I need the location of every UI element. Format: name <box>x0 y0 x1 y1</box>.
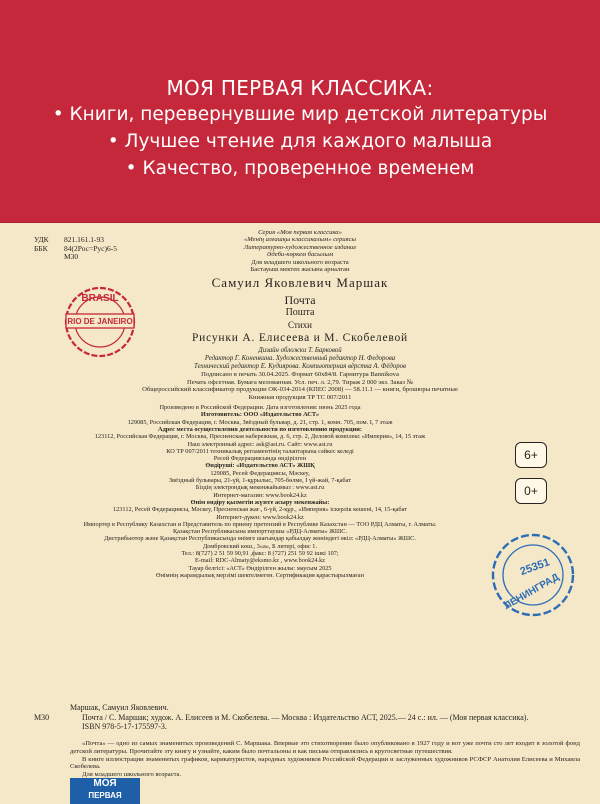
text-line: Литературно-художественное издание <box>243 243 357 251</box>
text-line: Әдеби-көркем басылым <box>266 251 334 259</box>
text-line: Подписано в печать 30.04.2025. Формат 60х84/8. Гарнитура Bannikova <box>201 371 399 378</box>
production-line: Тел.: 8(727) 2 51 59 90,91 ,факс: 8 (727) 251 59 92 ішкі 107; <box>181 550 339 557</box>
production-line: Қазақстан Республикасына импорттаушы «РДЦ-Алматы» ЖШС. <box>172 528 348 536</box>
production-line: 129085, Ресей Федерациясы, Мәскеу, <box>210 469 310 477</box>
stamp-number: 25351 <box>518 556 552 579</box>
udk-value: 821.161.1-93 <box>64 235 104 244</box>
illustrators: Рисунки А. Елисеева и М. Скобелевой <box>191 332 409 344</box>
logo-line: МОЯ <box>93 778 117 789</box>
logo-line: ПЕРВАЯ <box>88 791 122 800</box>
production-line: 123112, Российская Федерация, г. Москва, Пресненская набережная, д. 6, стр. 2, Деловой комплекс «Империя», 14, 15 этаж <box>94 433 426 441</box>
production-line: Домбровский көш., 3«а», Б литері, офис 1. <box>202 542 318 550</box>
text-line: Технический редактор Е. Кудиярова. Компьютерная вёрстка А. Фёдоров <box>194 363 406 370</box>
bbk-value: 84(2Рос=Рус)6-5 <box>64 243 117 253</box>
text-line: Серия «Моя первая классика» <box>258 229 342 236</box>
production-line: Тауар белгісі: «АСТ» Өндірілген жылы: маусым 2025 <box>188 564 332 572</box>
stamp-country: BRASIL <box>81 293 119 304</box>
production-line: Адрес места осуществления деятельности по изготовлению продукции: <box>158 425 362 433</box>
text-line: Бастауыш мектеп жасына арналған <box>250 266 350 273</box>
author-code: М30 <box>64 252 79 262</box>
catalog-line: Маршак, Самуил Яковлевич. <box>70 703 169 712</box>
text-line: Дизайн обложки Т. Барковой <box>258 347 342 354</box>
udk-label: УДК <box>34 235 49 244</box>
catalog-code: М30 <box>34 713 50 722</box>
banner-heading: МОЯ ПЕРВАЯ КЛАССИКА: <box>166 76 434 100</box>
text-line: Общероссийский классификатор продукции ОК-034-2014 (КПЕС 2008) — 58.11.1 — книги, брошюры печатные <box>142 386 458 394</box>
stamp-city: ЛЕНИНГРАД <box>502 571 562 612</box>
production-line: КО ТР 007/2011 техникалық регламентінің талаптарына сәйкес келеді <box>166 447 354 455</box>
banner-bullet: • Лучшее чтение для каждого малыша <box>107 131 493 152</box>
text-line: Редактор Г. Коненкина. Художественный редактор Н. Федорова <box>204 355 396 362</box>
description-paragraph: Для младшего школьного возраста. <box>82 771 182 779</box>
production-line: 123112, Ресей Федерациясы, Мәскеу, Пресненская жағ., 6-үй, 2-құр., «Империя» іскерлік кешені, 14, 15-қабат <box>112 506 407 514</box>
production-line: Интернет-магазин: www.book24.kz <box>213 491 307 499</box>
production-line: Өнім өндіру қызметін жүзеге асыру мекенжайы: <box>190 498 330 506</box>
production-line: E-mail: RDC-Almaty@eksmo.kz , www.book24.kz <box>194 557 326 565</box>
catalog-entry <box>70 703 570 732</box>
description-paragraph: В книге иллюстрации знаменитых графиков, карикатуристов, народных художников Российской Федерации и заслуженных художников РСФСР Анатолия Елисеева и Михаила Скобелева. <box>70 755 580 771</box>
production-line: Біздің электрондық мекенжайымыз : www.ast.ru <box>195 484 325 492</box>
production-line: Наш электронный адрес: ask@ast.ru. Сайт: www.ast.ru <box>187 440 333 448</box>
series-logo <box>70 778 140 804</box>
banner-bullet: • Качество, проверенное временем <box>125 158 475 179</box>
book-title: Почта <box>284 293 316 307</box>
author-name: Самуил Яковлевич Маршак <box>211 275 389 290</box>
production-line: Интернет-дүкен: www.book24.kz <box>216 513 304 521</box>
leningrad-postmark-stamp <box>478 520 578 630</box>
production-line: Произведено в Российской Федерации. Дата изготовления: июнь 2025 года <box>159 404 361 411</box>
book-genre: Стихи <box>288 320 312 330</box>
production-line: Импортер в Республику Казахстан и Представитель по приему претензий в Республике Казахстан — ТОО РДЦ Алматы, г. Алматы. <box>83 520 437 528</box>
production-line: Ресей Федерациясында өндірілген <box>213 455 307 463</box>
catalog-line: Почта / С. Маршак; худож. А. Елисеев и М. Скобелева. — Москва : Издательство АСТ, 2025.— 24 с.: ил. — (Моя первая классика). <box>82 712 529 722</box>
production-line: Звёздный бульвары, 21-үй, 1-құрылыс, 705-бөлме, I үй-жай, 7-қабат <box>169 477 351 484</box>
book-title-alt: Пошта <box>285 307 315 318</box>
age-badge-6plus: 6+ <box>515 442 547 468</box>
description-paragraph: «Почта» — одно из самых знаменитых произведений С. Маршака. Впервые это стихотворение было опубликовано в 1927 году и вот уже почти сто лет входит в золотой фонд детской литературы. Прочитайте эту книгу и узнайте, каким было почтальоны и как письма отправлялись в кругосветные путешествия. <box>70 740 580 755</box>
text-line: Печать офсетная. Бумага мелованная. Усл. печ. л. 2,79. Тираж 2 000 экз. Заказ № <box>186 378 414 386</box>
text-line: «Менің алғашқы классикалым» сериясы <box>243 236 356 244</box>
promo-banner <box>0 0 600 223</box>
book-description <box>70 740 580 779</box>
production-line: 129085, Российская Федерация, г. Москва, Звёздный бульвар, д. 21, стр. 1, комн. 705, пом. I, 7 этаж <box>127 418 393 426</box>
stamp-city: RIO DE JANEIRO <box>67 317 133 326</box>
catalog-line: ISBN 978-5-17-175597-3. <box>82 722 167 732</box>
age-badge-0plus: 0+ <box>515 478 547 504</box>
production-line: Изготовитель: ООО «Издательство АСТ» <box>200 411 320 419</box>
production-line: Өндіруші: «Издательство АСТ» ЖШҚ <box>205 462 315 470</box>
text-line: Для младшего школьного возраста <box>251 258 349 266</box>
production-line: Дистрибьютор және Қазақстан Республикасында өнімге шағымдар қабылдау жөніндегі өкіл: «РДЦ-Алматы» ЖШС. <box>104 535 416 543</box>
text-line: Книжная продукция ТР ТС 007/2011 <box>248 393 352 401</box>
production-line: Өнімнің жарамдылық мерзімі шектелмеген. Сертификация қарастырылмаған <box>156 571 364 579</box>
bbk-label: ББК <box>34 243 48 253</box>
banner-bullet: • Книги, перевернувшие мир детской литературы <box>52 104 548 125</box>
